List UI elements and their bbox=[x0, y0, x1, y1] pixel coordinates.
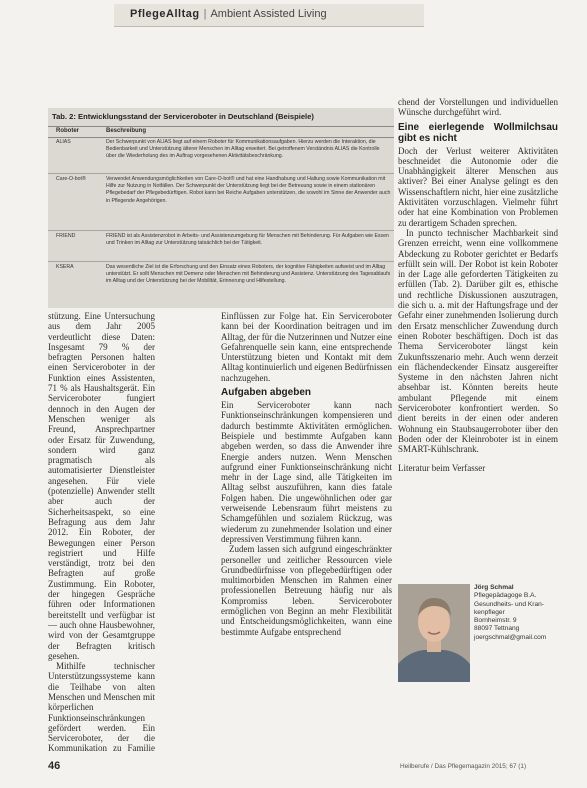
body-paragraph: chend der Vorstellungen und individuellen Wünsche durchgeführt wird. bbox=[398, 97, 558, 118]
table-cell-description: Der Schwerpunkt von ALIAS liegt auf einem Roboter für Kommunikationsaufgaben. Hierzu werden die Interaktion, die Bedienbarkeit und Unterstützung älterer Menschen im Alltag erweitert. Bei getroffenem Verständnis ALIAS die Kontrolle über die Wiederholung des im Auftrag vorgesehenen Aktivitätsbeschränkung. bbox=[106, 139, 380, 160]
table-header-description: Beschreibung bbox=[106, 128, 147, 134]
author-name: Jörg Schmal bbox=[474, 584, 514, 591]
table-row bbox=[48, 174, 394, 231]
body-paragraph: Zudem lassen sich aufgrund eingeschränkter personeller und zeitlicher Ressourcen viele Grundbedürfnisse von pflegebedürftigen oder multimorbiden Menschen im Rahmen einer professionellen Betreuung häufig nur als Kompromiss leben. Serviceroboter ermöglichen von Beginn an mehr Flexibilität und Entscheidungsmöglichkeiten, wann eine bestimmte Aufgabe entsprechend bbox=[221, 544, 392, 637]
topic-label: Ambient Assisted Living bbox=[210, 8, 327, 20]
table-row bbox=[48, 262, 394, 306]
author-info bbox=[474, 584, 546, 642]
author-address: Bornheimstr. 9 bbox=[474, 617, 517, 625]
journal-citation: Heilberufe / Das Pflegemagazin 2015; 67 (1) bbox=[400, 763, 527, 770]
section-heading: Aufgaben abgeben bbox=[221, 387, 312, 399]
page-number: 46 bbox=[48, 760, 61, 772]
table-row bbox=[48, 231, 394, 262]
person-portrait-icon bbox=[398, 584, 470, 682]
table-cell-robot: FRIEND bbox=[56, 233, 76, 239]
author-role: Pflegepädagoge B.A. bbox=[474, 592, 537, 600]
table-cell-robot: KSERA bbox=[56, 264, 74, 270]
author-address: 88097 Tettnang bbox=[474, 625, 520, 633]
literature-note: Literatur beim Verfasser bbox=[398, 462, 486, 473]
body-paragraph: In puncto technischer Machbarkeit sind Grenzen erreicht, wenn eine vollkommene Abdeckung zu Roboter gerichtet er Bedarfs erfüllt sein will. Der Robot ist kein Roboter in der Lage alle geforderten Tätigkeiten zu erfüllen (Tab. 2). Darüber gilt es, ethische und rechtliche Diskussionen auszutragen, die sich u. a. mit der Haftungsfrage und der Gefahr einer zunehmenden Isolierung durch den Ersatz menschlicher Zuwendung durch einen Roboter beschäftigen. Doch ist das Thema Serviceroboter längst kein Zukunftsszenario mehr. Auch wenn derzeit ein flächendeckender Einsatz ausgereifter Systeme in den nächsten Jahren nicht absehbar ist. Könnten bereits heute ambulant Pflegende mit einem Serviceroboter konfrontiert werden. So dient bereits in der einen oder anderen Wohnung ein Staubsaugerroboter über den Boden oder der Kleinroboter ist in einem SMART-Kühlschrank. bbox=[398, 227, 558, 455]
table-cell-description: Verwendet Anwendungsmöglichkeiten von Care-O-bot® und hat eine Handhabung und Haltung sowie Kommunikation mit Hilfe zur Nutzung in Notfällen. Der Schwerpunkt der Unterstützung liegt bei der Betreuung sowie in einem stationären Pflegebedarf der Pflegebedürftigen. Robot kann bei Reiche Aufgaben unterstützen, die sowohl im Sinne der Anwender auch in Pflegende Angehörigen. bbox=[106, 176, 391, 204]
table-header-robot: Roboter bbox=[56, 128, 79, 134]
table-title: Tab. 2: Entwicklungsstand der Serviceroboter in Deutschland (Beispiele) bbox=[52, 112, 314, 121]
table-cell-description: Das wesentliche Ziel ist die Erforschung und den Einsatz eines Roboters, der kognitive Fähigkeiten aufweist und im Alltag unterstützt. Er sollt Menschen mit Demenz oder Menschen mit Behinderung und Assistenz. Unterstützung des Tagesablaufs im Alltag und der Unterstützung bei der Mobilität, Erinnerung und Hilfestellung. bbox=[106, 264, 391, 285]
author-photo bbox=[398, 584, 470, 682]
section-label: PflegeAlltag bbox=[130, 8, 200, 20]
body-paragraph: Mithilfe technischer Unterstützungssysteme kann die Teilhabe von alten Menschen und Menschen mit körperlichen Funktionseinschränkungen gefördert werden. Ein Serviceroboter, der die Kommunikation zu Familie bbox=[48, 661, 155, 754]
table-row bbox=[48, 137, 394, 174]
table-cell-robot: ALIAS bbox=[56, 139, 71, 145]
author-role: kenpfleger bbox=[474, 608, 505, 616]
section-heading: Eine eierlegende Wollmilchsau gibt es nicht bbox=[398, 121, 558, 144]
author-role: Gesundheits- und Kran- bbox=[474, 600, 545, 608]
article-column-1 bbox=[48, 311, 155, 755]
article-column-2 bbox=[221, 311, 392, 755]
table-cell-robot: Care-O-bot® bbox=[56, 176, 86, 182]
body-paragraph: stützung. Eine Untersuchung aus dem Jahr 2005 verdeutlicht diese Daten: Insgesamt 79 % der befragten Personen halten einen Serviceroboter in der Funktion eines Assistenten, 71 % als Haushaltsgerät. Ein Serviceroboter fungiert dennoch in den Augen der Menschen weniger als Freund, Ansprechpartner oder Ersatz für Zuwendung, sondern wird ganz pragmatisch als automatisierter Dienstleister angesehen. Für viele (potenzielle) Anwender stellt aber auch der Sicherheitsaspekt, so eine Befragung aus dem Jahr 2012. Ein Roboter, der Bewegungen einer Person registriert und Hilfe verständigt, trotz bei den Befragten auf große Zustimmung. Ein Roboter, der hingegen Gespräche führen oder Informationen bereitstellt und verfügbar ist — auch ohne Hausbewohner, wird von der Gesamtgruppe der Befragten kritisch gesehen. bbox=[48, 311, 155, 661]
running-header bbox=[130, 8, 327, 20]
body-paragraph: Ein Serviceroboter kann nach Funktionseinschränkungen kompensieren und dadurch bestimmte Aktivitäten ermöglichen. Beispiele und bestimmte Aufgaben kann abgeben werden, so dass die Anwender ihre Energie anders nutzen. Wenn Menschen aufgrund einer Funktionseinschränkung nicht mehr in der Lage sind, alle Tätigkeiten im Alltag selbst auszuführen, kann dies fatale Folgen haben. Die ungewöhnlichen oder gar verweisende Lebensraum führt meistens zu Schamgefühlen und sozialem Rückzug, was wiederum zu zunehmender Isolation und einer depressiven Verstimmung führen kann. bbox=[221, 400, 392, 544]
author-email[interactable]: joergschmal@gmail.com bbox=[474, 633, 547, 641]
article-column-3 bbox=[398, 97, 558, 567]
header-separator: | bbox=[203, 8, 207, 20]
body-paragraph: Doch der Verlust weiterer Aktivitäten beschneidet die Autonomie oder die Unabhängigkeit älterer Menschen aus aktiver? Bei einer Analyse gelingt es den Wissenschaftlern nicht, hier eine zusätzliche Aktivitäten vorzuschlagen. Vielmehr führt oder hat eine Kombination von Problemen zu derartigem Schaden sprechen. bbox=[398, 145, 558, 228]
table-cell-description: FRIEND ist als Assistenzrobot in Arbeits- und Assistenzumgebung für Menschen mit Behinderung. Für Aufgaben wie Essen und Trinken im Alltag zur Unterstützung tatsächlich bei der Tätigkeit. bbox=[106, 233, 389, 247]
body-paragraph: Einflüssen zur Folge hat. Ein Serviceroboter kann bei der Koordination beitragen und im Alltag, der für die Nutzerinnen und Nutzer eine Gefahrenquelle sein kann, eine entsprechende Unterstützung bieten und Kontakt mit dem Alltag kontinuierlich und eigenen Bedürfnissen nachzugehen. bbox=[221, 311, 392, 383]
